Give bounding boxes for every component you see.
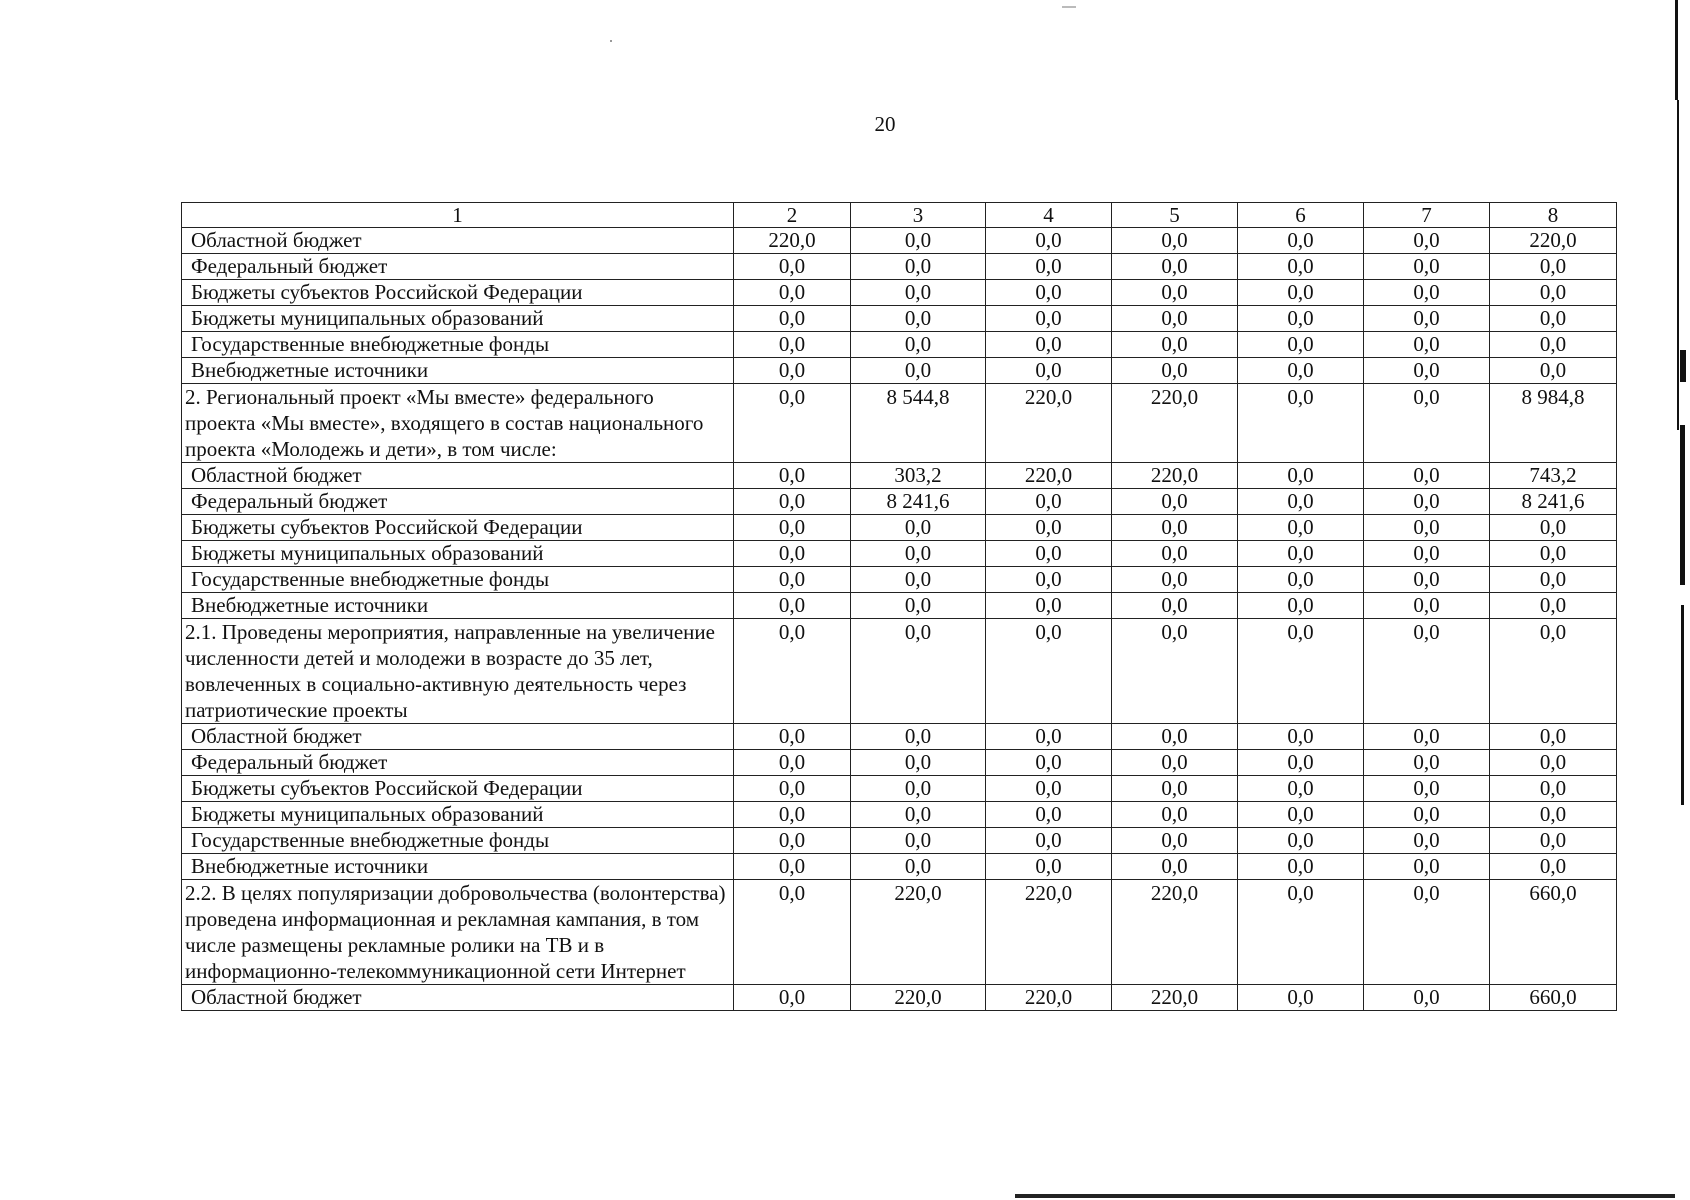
- value-cell: 0,0: [1112, 515, 1238, 541]
- value-cell: 220,0: [1490, 228, 1617, 254]
- value-cell: 0,0: [1238, 515, 1364, 541]
- value-cell: 8 241,6: [851, 489, 986, 515]
- table-row: [182, 541, 1617, 567]
- value-cell: 0,0: [734, 724, 851, 750]
- value-cell: 0,0: [734, 854, 851, 880]
- row-label: Бюджеты муниципальных образований: [182, 541, 734, 567]
- value-cell: 0,0: [1112, 724, 1238, 750]
- value-cell: 0,0: [986, 358, 1112, 384]
- column-header: 1: [182, 203, 734, 228]
- value-cell: 0,0: [734, 828, 851, 854]
- value-cell: 0,0: [734, 463, 851, 489]
- row-label: Бюджеты муниципальных образований: [182, 802, 734, 828]
- value-cell: 0,0: [1364, 985, 1490, 1011]
- value-cell: 0,0: [1364, 802, 1490, 828]
- row-label: Федеральный бюджет: [182, 750, 734, 776]
- value-cell: 0,0: [1364, 854, 1490, 880]
- table-row: [182, 750, 1617, 776]
- value-cell: 0,0: [1238, 384, 1364, 463]
- value-cell: 0,0: [1112, 306, 1238, 332]
- value-cell: 0,0: [986, 828, 1112, 854]
- value-cell: 743,2: [1490, 463, 1617, 489]
- value-cell: 220,0: [986, 880, 1112, 985]
- value-cell: 0,0: [851, 541, 986, 567]
- row-label: 2.2. В целях популяризации добровольчества (волонтерства) проведена информационная и рекламная кампания, в том числе размещены рекламные ролики на ТВ и в информационно-телекоммуникационной сети Интернет: [182, 880, 734, 985]
- table-row: [182, 332, 1617, 358]
- value-cell: 0,0: [1364, 828, 1490, 854]
- value-cell: 0,0: [1112, 854, 1238, 880]
- value-cell: 0,0: [851, 306, 986, 332]
- value-cell: 660,0: [1490, 880, 1617, 985]
- value-cell: 0,0: [986, 567, 1112, 593]
- value-cell: 0,0: [986, 332, 1112, 358]
- row-label: Областной бюджет: [182, 724, 734, 750]
- value-cell: 0,0: [1364, 384, 1490, 463]
- value-cell: 0,0: [1238, 985, 1364, 1011]
- value-cell: 0,0: [1238, 854, 1364, 880]
- value-cell: 0,0: [1364, 280, 1490, 306]
- row-label: Бюджеты муниципальных образований: [182, 306, 734, 332]
- value-cell: 0,0: [1490, 280, 1617, 306]
- value-cell: 0,0: [1364, 489, 1490, 515]
- value-cell: 0,0: [1238, 489, 1364, 515]
- value-cell: 0,0: [986, 306, 1112, 332]
- table-row: [182, 828, 1617, 854]
- value-cell: 220,0: [986, 463, 1112, 489]
- value-cell: 0,0: [1238, 802, 1364, 828]
- value-cell: 0,0: [1238, 254, 1364, 280]
- value-cell: 0,0: [1112, 541, 1238, 567]
- value-cell: 0,0: [734, 593, 851, 619]
- value-cell: 220,0: [851, 985, 986, 1011]
- value-cell: 0,0: [1238, 750, 1364, 776]
- table-row: [182, 593, 1617, 619]
- table-row: [182, 854, 1617, 880]
- table-row: [182, 567, 1617, 593]
- value-cell: 8 241,6: [1490, 489, 1617, 515]
- value-cell: 220,0: [1112, 463, 1238, 489]
- value-cell: 220,0: [986, 384, 1112, 463]
- value-cell: 0,0: [1238, 463, 1364, 489]
- table-row-group: [182, 384, 1617, 463]
- value-cell: 0,0: [851, 228, 986, 254]
- budget-table-container: [181, 202, 1617, 1011]
- row-label: Областной бюджет: [182, 228, 734, 254]
- value-cell: 0,0: [1238, 567, 1364, 593]
- value-cell: 0,0: [1490, 802, 1617, 828]
- value-cell: 0,0: [734, 802, 851, 828]
- value-cell: 0,0: [851, 332, 986, 358]
- column-header: 2: [734, 203, 851, 228]
- value-cell: 8 984,8: [1490, 384, 1617, 463]
- row-label: Бюджеты субъектов Российской Федерации: [182, 515, 734, 541]
- page-number: 20: [874, 112, 896, 136]
- value-cell: 0,0: [986, 515, 1112, 541]
- value-cell: 0,0: [1112, 750, 1238, 776]
- value-cell: 0,0: [1112, 593, 1238, 619]
- budget-table: [181, 202, 1617, 1011]
- value-cell: 0,0: [1112, 567, 1238, 593]
- value-cell: 0,0: [1364, 254, 1490, 280]
- value-cell: 0,0: [1364, 515, 1490, 541]
- value-cell: 0,0: [1112, 828, 1238, 854]
- value-cell: 0,0: [734, 776, 851, 802]
- value-cell: 0,0: [734, 358, 851, 384]
- table-row: [182, 358, 1617, 384]
- value-cell: 220,0: [986, 985, 1112, 1011]
- table-body: [182, 228, 1617, 1011]
- value-cell: 0,0: [1112, 254, 1238, 280]
- table-row: [182, 489, 1617, 515]
- value-cell: 0,0: [1364, 776, 1490, 802]
- value-cell: 660,0: [1490, 985, 1617, 1011]
- value-cell: 0,0: [1112, 332, 1238, 358]
- value-cell: 0,0: [851, 358, 986, 384]
- value-cell: 0,0: [1490, 828, 1617, 854]
- table-row: [182, 463, 1617, 489]
- value-cell: 0,0: [986, 593, 1112, 619]
- table-row: [182, 306, 1617, 332]
- value-cell: 0,0: [986, 724, 1112, 750]
- table-row: [182, 802, 1617, 828]
- value-cell: 0,0: [1364, 358, 1490, 384]
- value-cell: 0,0: [851, 828, 986, 854]
- value-cell: 0,0: [1238, 332, 1364, 358]
- row-label: Внебюджетные источники: [182, 593, 734, 619]
- value-cell: 0,0: [986, 228, 1112, 254]
- value-cell: 0,0: [1490, 776, 1617, 802]
- value-cell: 220,0: [734, 228, 851, 254]
- value-cell: 0,0: [851, 567, 986, 593]
- column-header: 8: [1490, 203, 1617, 228]
- value-cell: 0,0: [1490, 358, 1617, 384]
- value-cell: 0,0: [734, 880, 851, 985]
- value-cell: 0,0: [1364, 332, 1490, 358]
- column-header: 4: [986, 203, 1112, 228]
- value-cell: 0,0: [986, 619, 1112, 724]
- row-label: Федеральный бюджет: [182, 489, 734, 515]
- value-cell: 0,0: [734, 985, 851, 1011]
- value-cell: 0,0: [1490, 515, 1617, 541]
- value-cell: 0,0: [734, 384, 851, 463]
- row-label: Областной бюджет: [182, 985, 734, 1011]
- table-row: [182, 724, 1617, 750]
- column-header: 5: [1112, 203, 1238, 228]
- table-row: [182, 254, 1617, 280]
- value-cell: 220,0: [851, 880, 986, 985]
- value-cell: 0,0: [734, 489, 851, 515]
- value-cell: 0,0: [986, 280, 1112, 306]
- value-cell: 0,0: [1364, 306, 1490, 332]
- value-cell: 0,0: [734, 515, 851, 541]
- value-cell: 0,0: [1490, 254, 1617, 280]
- value-cell: 0,0: [1238, 880, 1364, 985]
- column-header: 6: [1238, 203, 1364, 228]
- value-cell: 0,0: [1490, 750, 1617, 776]
- value-cell: 0,0: [1490, 541, 1617, 567]
- value-cell: 0,0: [1238, 593, 1364, 619]
- value-cell: 0,0: [1490, 306, 1617, 332]
- value-cell: 0,0: [851, 593, 986, 619]
- value-cell: 0,0: [1364, 463, 1490, 489]
- value-cell: 0,0: [1238, 228, 1364, 254]
- value-cell: 0,0: [1490, 854, 1617, 880]
- value-cell: 0,0: [986, 750, 1112, 776]
- value-cell: 0,0: [1112, 280, 1238, 306]
- value-cell: 0,0: [1238, 358, 1364, 384]
- value-cell: 0,0: [734, 750, 851, 776]
- value-cell: 0,0: [734, 541, 851, 567]
- scan-edge-mark: [1680, 425, 1685, 585]
- row-label: Бюджеты субъектов Российской Федерации: [182, 280, 734, 306]
- value-cell: 0,0: [851, 802, 986, 828]
- scan-edge-mark: [1681, 605, 1684, 805]
- value-cell: 0,0: [1364, 228, 1490, 254]
- column-header: 7: [1364, 203, 1490, 228]
- table-row: [182, 985, 1617, 1011]
- table-row-group: [182, 619, 1617, 724]
- value-cell: 220,0: [1112, 880, 1238, 985]
- row-label: Бюджеты субъектов Российской Федерации: [182, 776, 734, 802]
- value-cell: 0,0: [1364, 541, 1490, 567]
- value-cell: 0,0: [734, 254, 851, 280]
- value-cell: 0,0: [986, 541, 1112, 567]
- value-cell: 0,0: [851, 750, 986, 776]
- value-cell: 0,0: [1238, 280, 1364, 306]
- value-cell: 0,0: [1238, 306, 1364, 332]
- value-cell: 0,0: [1364, 567, 1490, 593]
- row-label: Внебюджетные источники: [182, 854, 734, 880]
- value-cell: 303,2: [851, 463, 986, 489]
- table-row: [182, 228, 1617, 254]
- row-label: 2. Региональный проект «Мы вместе» федерального проекта «Мы вместе», входящего в состав национального проекта «Молодежь и дети», в том числе:: [182, 384, 734, 463]
- value-cell: 0,0: [851, 619, 986, 724]
- value-cell: 0,0: [986, 802, 1112, 828]
- value-cell: 0,0: [1112, 228, 1238, 254]
- row-label: Областной бюджет: [182, 463, 734, 489]
- value-cell: 0,0: [734, 619, 851, 724]
- row-label: Федеральный бюджет: [182, 254, 734, 280]
- value-cell: 220,0: [1112, 985, 1238, 1011]
- row-label: Государственные внебюджетные фонды: [182, 332, 734, 358]
- value-cell: 0,0: [734, 306, 851, 332]
- value-cell: 0,0: [1238, 828, 1364, 854]
- scan-artifact-dot: [610, 40, 612, 42]
- value-cell: 0,0: [1364, 750, 1490, 776]
- row-label: Государственные внебюджетные фонды: [182, 567, 734, 593]
- value-cell: 0,0: [986, 254, 1112, 280]
- scan-edge-mark: [1680, 350, 1686, 382]
- value-cell: 0,0: [851, 776, 986, 802]
- value-cell: 0,0: [1364, 724, 1490, 750]
- scan-edge-mark: [1675, 0, 1678, 100]
- value-cell: 0,0: [1112, 776, 1238, 802]
- value-cell: 0,0: [851, 254, 986, 280]
- table-row-group: [182, 880, 1617, 985]
- value-cell: 0,0: [1490, 567, 1617, 593]
- value-cell: 0,0: [986, 776, 1112, 802]
- scan-artifact-bottom: [1015, 1194, 1675, 1198]
- value-cell: 0,0: [1490, 593, 1617, 619]
- value-cell: 220,0: [1112, 384, 1238, 463]
- table-row: [182, 280, 1617, 306]
- value-cell: 8 544,8: [851, 384, 986, 463]
- value-cell: 0,0: [1238, 776, 1364, 802]
- value-cell: 0,0: [1238, 541, 1364, 567]
- value-cell: 0,0: [851, 854, 986, 880]
- table-row: [182, 776, 1617, 802]
- value-cell: 0,0: [1112, 489, 1238, 515]
- row-label: 2.1. Проведены мероприятия, направленные на увеличение численности детей и молодежи в возрасте до 35 лет, вовлеченных в социально-активную деятельность через патриотические проекты: [182, 619, 734, 724]
- value-cell: 0,0: [851, 515, 986, 541]
- table-header-row: [182, 203, 1617, 228]
- value-cell: 0,0: [734, 280, 851, 306]
- value-cell: 0,0: [1364, 619, 1490, 724]
- value-cell: 0,0: [851, 280, 986, 306]
- column-header: 3: [851, 203, 986, 228]
- value-cell: 0,0: [986, 854, 1112, 880]
- value-cell: 0,0: [1364, 880, 1490, 985]
- scan-edge-mark: [1677, 100, 1679, 430]
- value-cell: 0,0: [734, 567, 851, 593]
- value-cell: 0,0: [986, 489, 1112, 515]
- value-cell: 0,0: [1490, 332, 1617, 358]
- row-label: Государственные внебюджетные фонды: [182, 828, 734, 854]
- value-cell: 0,0: [851, 724, 986, 750]
- value-cell: 0,0: [1238, 724, 1364, 750]
- scan-artifact-top: [1062, 6, 1076, 8]
- value-cell: 0,0: [1112, 358, 1238, 384]
- value-cell: 0,0: [1238, 619, 1364, 724]
- value-cell: 0,0: [1112, 619, 1238, 724]
- row-label: Внебюджетные источники: [182, 358, 734, 384]
- value-cell: 0,0: [1490, 619, 1617, 724]
- value-cell: 0,0: [1112, 802, 1238, 828]
- value-cell: 0,0: [1490, 724, 1617, 750]
- table-row: [182, 515, 1617, 541]
- value-cell: 0,0: [1364, 593, 1490, 619]
- value-cell: 0,0: [734, 332, 851, 358]
